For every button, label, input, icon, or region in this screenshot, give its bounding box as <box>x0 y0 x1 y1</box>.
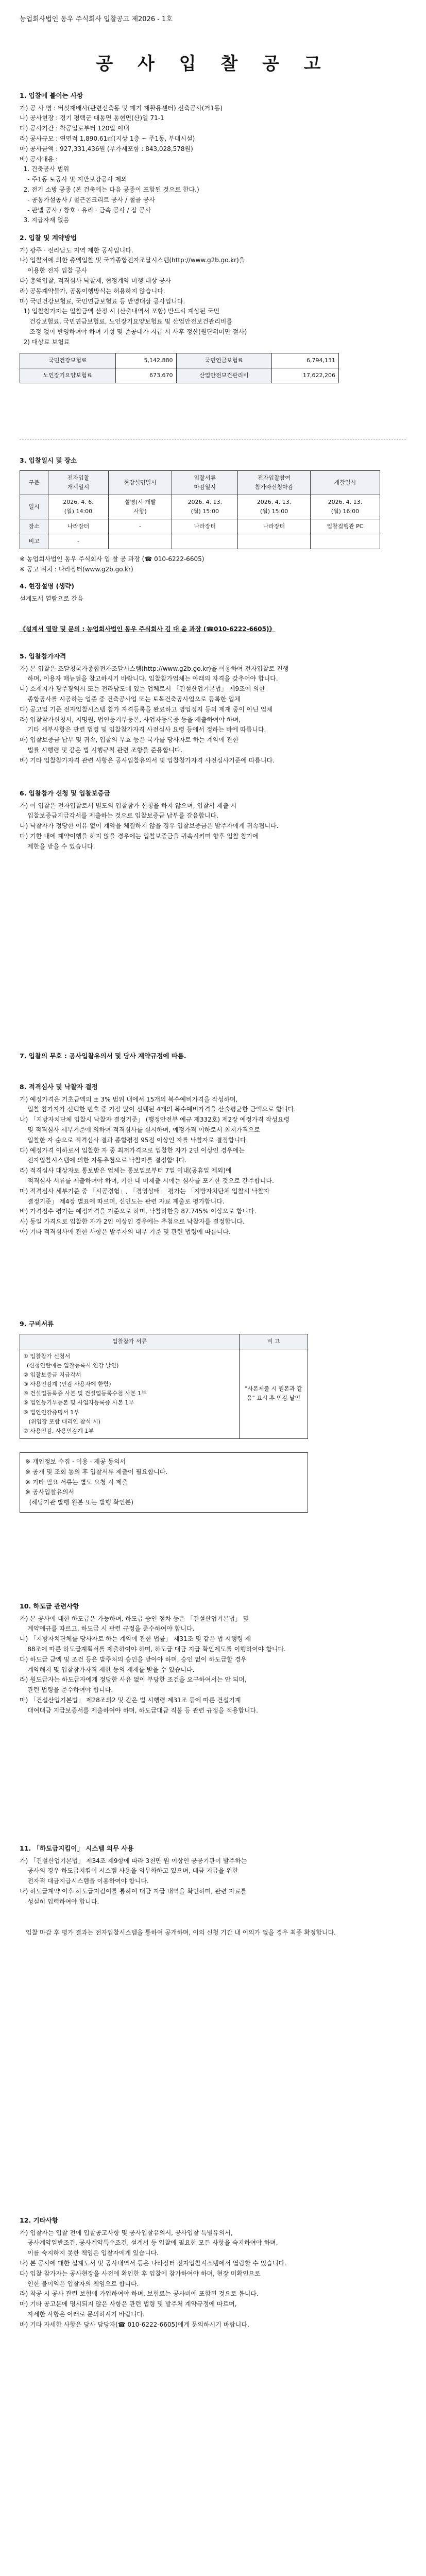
text-line: 입찰 참가자가 선택한 번호 중 가장 많이 선택된 4개의 복수예비가격을 산술평균한 금액으로 합니다. <box>20 1106 296 1113</box>
text-line: ⑥ 법인인감증명서 1부 <box>23 1409 79 1416</box>
text-line: ※ 공사입찰유의서 <box>25 1488 75 1496</box>
section-3 <box>20 455 406 575</box>
table-cell: - <box>108 519 172 534</box>
table-row-label: 일시 <box>20 495 48 519</box>
text-line: 대여대금 지급보증서를 제출하여야 하며, 하도급대금 직불 등 관련 규정을 적용합니다. <box>20 1706 258 1714</box>
section-8 <box>20 1082 406 1238</box>
text-line: - 공통가설공사 / 철근콘크리트 공사 / 철골 공사 <box>20 196 156 204</box>
table-cell: 2026. 4. 13. (월) 16:00 <box>310 495 380 519</box>
section-10-lines <box>20 1614 406 1716</box>
table-cell: 설명(시·개발 사항) <box>108 495 172 519</box>
text-line: 가) 예정가격은 기초금액의 ± 3% 범위 내에서 15개의 복수예비가격을 작성하며, <box>20 1095 238 1103</box>
section-12-title: 12. 기타사항 <box>20 2216 58 2224</box>
section-7-title: 7. 입찰의 무효 : 공사입찰유의서 및 당사 계약규정에 따름. <box>20 1052 186 1060</box>
section-3-title: 3. 입찰일시 및 장소 <box>20 456 77 464</box>
section-6-title: 6. 입찰참가 신청 및 입찰보증금 <box>20 789 110 797</box>
table-cell: - <box>48 534 109 549</box>
text-line: 바) 기타 자세한 사항은 당사 담당자(☎ 010-6222-6605)에게 문의하시기 바랍니다. <box>20 2320 249 2328</box>
text-line: 및 적격심사 세부기준에 의하여 적격심사를 실시하며, 예정가격 이하로서 최저가격으로 <box>20 1126 260 1134</box>
text-line: 나) 낙찰자가 정당한 이유 없이 계약을 체결하지 않을 경우 입찰보증금은 발주자에게 귀속됩니다. <box>20 822 279 830</box>
section-7 <box>20 1051 406 1064</box>
notice-box <box>20 1452 308 1513</box>
documents-header-remark: 비 고 <box>240 1334 308 1349</box>
table-cell: 2026. 4. 13. (월) 15:00 <box>238 495 311 519</box>
table-cell <box>238 534 311 549</box>
text-line: 다) 기한 내에 계약이행을 하지 않을 경우에는 입찰보증금을 귀속시키며 향후 입찰 참가에 <box>20 833 259 840</box>
section-5-title: 5. 입찰참가자격 <box>20 652 66 660</box>
section-5 <box>20 651 406 766</box>
text-line: ④ 건설업등록증 사본 및 건설업등록수첩 사본 1부 <box>23 1390 147 1397</box>
text-line: 자세한 사항은 아래로 문의하시기 바랍니다. <box>20 2311 145 2318</box>
text-line: 라) 적격심사 대상자로 통보받은 업체는 통보일로부터 7일 이내(공휴일 제외)에 <box>20 1167 232 1175</box>
schedule-table <box>20 470 380 550</box>
text-line: 관련 법령을 준수하여야 합니다. <box>20 1686 113 1694</box>
text-line: 공사계약일반조건, 공사계약특수조건, 설계서 등 입찰에 필요한 모든 사항을 숙지하여야 하며, <box>20 2239 278 2247</box>
section-8-lines <box>20 1095 406 1238</box>
text-line: 가) 입찰자는 입찰 전에 입찰공고사항 및 공사입찰유의서, 공사입찰 특별유의서, <box>20 2229 233 2236</box>
text-line: - 주1동 토공사 및 지반보강공사 제외 <box>20 176 127 183</box>
table-header-cell: 현장설명일시 <box>108 470 172 495</box>
table-cell <box>310 534 380 549</box>
text-line: 나) 공사현장 : 경기 평택군 대동면 동현면(산)일 71-1 <box>20 114 164 122</box>
text-line: 나) 본 공사에 대한 설계도서 및 공사내역서 등은 나라장터 전자입찰시스템에서 열람할 수 있습니다. <box>20 2260 286 2267</box>
text-line: 가) 본 공사에 대한 하도급은 가능하며, 하도급 승인 절차 등은 「건설산업기본법」 및 <box>20 1615 249 1622</box>
text-line: 2. 전기 소방 공종 (본 건축에는 다음 공종이 포함된 것으로 한다.) <box>20 186 199 193</box>
section-10-title: 10. 하도급 관련사항 <box>20 1602 79 1610</box>
documents-table <box>20 1334 308 1439</box>
text-line: 라) 입찰참가신청서, 지명원, 법인등기부등본, 사업자등록증 등을 제출하여야 하며, <box>20 716 241 723</box>
section-4 <box>20 581 406 604</box>
text-line: 나) 소재지가 광주광역시 또는 전라남도에 있는 업체로서 「건설산업기본법」 제9조에 의한 <box>20 685 265 693</box>
text-line: 나) 「지방자치단체를 당사자로 하는 계약에 관한 법률」 제31조 및 같은 법 시행령 제 <box>20 1635 251 1643</box>
table-row <box>20 368 339 383</box>
text-line: 이를 숙지하지 못한 책임은 입찰자에게 있습니다. <box>20 2249 159 2257</box>
text-line: 계약해지 및 입찰참가자격 제한 등의 제재를 받을 수 있습니다. <box>20 1666 195 1673</box>
text-line: 마) 적격심사 세부기준 중 「시공경험」, 「경영상태」 평가는 「지방자치단체 입찰시 낙찰자 <box>20 1187 270 1195</box>
text-line: 사) 동일 가격으로 입찰한 자가 2인 이상인 경우에는 추첨으로 낙찰자를 결정합니다. <box>20 1218 245 1226</box>
table-header-cell: 개찰일시 <box>310 470 380 495</box>
text-line: 법률 시행령 및 같은 법 시행규칙 관련 조항을 준용합니다. <box>20 747 183 754</box>
text-line: (해당기관 발행 원본 또는 발행 확인본) <box>25 1499 133 1506</box>
text-line: 2) 대상료 보험료 <box>20 338 70 346</box>
text-line: 가) 이 입찰은 전자입찰로서 별도의 입찰참가 신청을 하지 않으며, 입찰서 제출 시 <box>20 802 237 809</box>
table-label-cell: 산업안전보건관리비 <box>176 368 272 383</box>
text-line: 성실히 입력하여야 합니다. <box>20 1897 99 1905</box>
text-line: - 판넬 공사 / 창호 · 유리 · 금속 공사 / 잡 공사 <box>20 206 151 214</box>
text-line: (위임장 포함 대리인 참석 시) <box>23 1418 100 1425</box>
text-line: ※ 기타 필요 서류는 별도 요청 시 제출 <box>25 1478 128 1486</box>
table-cell: 나라장터 <box>48 519 109 534</box>
text-line: 바) 가격점수 평가는 예정가격을 기준으로 하며, 낙찰하한율 87.745% 이상으로 합니다. <box>20 1208 257 1215</box>
section-5-lines <box>20 664 406 766</box>
section-2-lines <box>20 246 406 348</box>
text-line: ※ 공고 위치 : 나라장터(www.g2b.go.kr) <box>20 566 133 573</box>
table-label-cell: 국민연금보험료 <box>176 353 272 368</box>
inquiry-notice <box>20 624 406 635</box>
text-line: (신청인란에는 입찰등록시 인감 날인) <box>23 1362 119 1369</box>
document-number: 농업회사법인 동우 주식회사 입찰공고 제2026 - 1호 <box>20 15 173 23</box>
table-cell: 2026. 4. 6. (월) 14:00 <box>48 495 109 519</box>
text-line: 마) 기타 공고문에 명시되지 않은 사항은 관련 법령 및 발주처 계약규정에 따르며, <box>20 2300 237 2308</box>
table-cell: 나라장터 <box>238 519 311 534</box>
text-line: 마) 「건설산업기본법」 제28조의2 및 같은 법 시행령 제31조 등에 따른 건설기계 <box>20 1697 241 1704</box>
text-line: ※ 개인정보 수집 · 이용 · 제공 동의서 <box>25 1458 126 1466</box>
text-line: 종합공사를 시공하는 업종 중 건축공사업 또는 토목건축공사업으로 등록한 업체 <box>20 696 241 703</box>
text-line: ⑤ 법인등기부등본 및 사업자등록증 사본 1부 <box>23 1399 134 1406</box>
section-11 <box>20 1843 406 1938</box>
text-line: 이용한 전자 입찰 공사 <box>20 267 88 275</box>
table-header-cell: 입찰서류 마감일시 <box>172 470 238 495</box>
text-line: 라) 착공 시 공사 관련 보험에 가입하여야 하며, 보험료는 공사비에 포함된 것으로 봅니다. <box>20 2290 259 2298</box>
text-line: 1. 건축공사 범위 <box>20 165 70 173</box>
table-value-cell: 673,670 <box>115 368 176 383</box>
text-line: 다) 공사기간 : 착공일로부터 120일 이내 <box>20 125 129 132</box>
section-1-lines <box>20 104 406 226</box>
table-cell <box>172 534 238 549</box>
table-value-cell: 5,142,880 <box>115 353 176 368</box>
table-row <box>20 353 339 368</box>
documents-remark: "사본제출 시 원본과 같음" 표시 후 인감 날인 <box>240 1349 308 1438</box>
table-header-cell: 전자입찰참여 참가자신청마감 <box>238 470 311 495</box>
text-line: 계약예규를 따르고, 하도급 시 관련 규정을 준수하여야 합니다. <box>20 1625 195 1633</box>
text-line: 다) 하도급 금액 및 조건 등은 발주처의 승인을 받아야 하며, 승인 없이 하도급할 경우 <box>20 1655 247 1663</box>
section-10 <box>20 1601 406 1716</box>
page-title: 공 사 입 찰 공 고 <box>96 54 330 74</box>
section-3-notes <box>20 554 406 575</box>
section-4-title: 4. 현장설명 (생략) <box>20 582 75 590</box>
section-12-lines <box>20 2228 406 2330</box>
text-line: ⑦ 사용인감, 사용인감계 1부 <box>23 1427 94 1434</box>
section-11-extra: 입찰 마감 후 평가 결과는 전자입찰시스템을 통하여 공개하며, 이의 신청 기간 내 이의가 없을 경우 최종 확정합니다. <box>26 1928 336 1936</box>
text-line: 설계도서 열람으로 갈음 <box>20 595 83 602</box>
text-line: 다) 총액입찰, 적격심사 낙찰제, 협정계약 미행 대상 공사 <box>20 277 172 285</box>
text-line: 라) 공동계약불가, 공동이행방식는 허용하지 않습니다. <box>20 287 165 295</box>
table-row <box>20 519 380 534</box>
table-cell: 입찰집행관 PC <box>310 519 380 534</box>
text-line: 가) 본 입찰은 조달청국가종합전자조달시스템(http://www.g2b.go.kr)을 이용하여 전자입찰로 진행 <box>20 665 289 672</box>
section-11-title: 11. 「하도급지킴이」 시스템 의무 사용 <box>20 1844 134 1852</box>
text-line: 전자적 대금지급시스템을 이용하여야 합니다. <box>20 1877 149 1885</box>
section-11-lines <box>20 1856 406 1907</box>
section-2 <box>20 233 406 383</box>
text-line: 마) 입찰보증금 납부 및 귀속, 입찰의 무효 등은 국가를 당사자로 하는 계약에 관한 <box>20 736 239 744</box>
section-12 <box>20 2215 406 2330</box>
text-line: 나) 하도급계약 이후 하도급지킴이를 통하여 대금 지급 내역을 확인하며, 관련 자료를 <box>20 1888 247 1895</box>
text-line: 기타 세부사항은 관련 법령 및 입찰참가자격 사전심사 요령 등에서 정하는 바에 따릅니다. <box>20 726 266 734</box>
table-row <box>20 495 380 519</box>
section-1-title: 1. 입찰에 붙이는 사항 <box>20 92 83 99</box>
section-4-lines <box>20 594 406 604</box>
text-line: 가) 광주 · 전라남도 지역 제한 공사입니다. <box>20 246 133 254</box>
table-value-cell: 17,622,206 <box>272 368 339 383</box>
section-6-lines <box>20 801 406 852</box>
table-row-label: 장소 <box>20 519 48 534</box>
text-line: 1) 입찰참가자는 입찰금액 산정 시 (산출내역서 포함) 반드시 계상된 국민 <box>20 308 220 315</box>
text-line: ③ 사용인감계 (인감 사용자에 한함) <box>23 1381 111 1388</box>
text-line: ② 입찰보증금 지급각서 <box>23 1371 81 1379</box>
text-line: 조정 없이 반영하여야 하며 기성 및 준공대가 지급 시 사후 정산(원단위미만 절사) <box>20 328 247 335</box>
section-2-title: 2. 입찰 및 계약방법 <box>20 234 77 242</box>
text-line: 마) 공사금액 : 927,331,436원 (부가세포함 : 843,028,578원) <box>20 145 193 152</box>
inquiry-notice-text: 《설계서 열람 및 문의 : 농업회사법인 동우 주식회사 김 대 윤 과장 (☎010-6222-6605)》 <box>20 625 276 633</box>
text-line: 건강보험료, 국민연금보험료, 노인장기요양보험료 및 산업안전보건관리비를 <box>20 318 232 326</box>
insurance-table <box>20 353 339 383</box>
section-8-title: 8. 적격심사 및 낙찰자 결정 <box>20 1083 98 1091</box>
table-cell: 나라장터 <box>172 519 238 534</box>
text-line: 전자입찰시스템에 의한 자동추첨으로 낙찰자를 결정합니다. <box>20 1157 187 1164</box>
table-header-cell: 구분 <box>20 470 48 495</box>
table-cell <box>108 534 172 549</box>
text-line: 마) 국민건강보험료, 국민연금보험료 등 반영대상 공사입니다. <box>20 297 185 305</box>
section-6 <box>20 788 406 852</box>
text-line: 다) 예정가격 이하로서 입찰한 자 중 최저가격으로 입찰한 자가 2인 이상인 경우에는 <box>20 1146 245 1154</box>
table-row <box>20 534 380 549</box>
text-line: 3. 지급자재 없음 <box>20 216 70 224</box>
text-line: 나) 「지방자치단체 입찰시 낙찰자 결정기준」 (행정안전부 예규 제332호) 제2장 예정가격 작성요령 <box>20 1116 290 1124</box>
table-header-cell: 전자입찰 개시일시 <box>48 470 109 495</box>
text-line: 가) 공 사 명 : 버섯재배사(관련신축동 및 폐기 재활용센터) 신축공사(거1동) <box>20 104 223 112</box>
text-line: 입찰한 자 순으로 적격심사 결과 종합평점 95점 이상인 자를 낙찰자로 결정합니다. <box>20 1136 248 1144</box>
table-cell: 2026. 4. 13. (월) 15:00 <box>172 495 238 519</box>
text-line: 제한을 받을 수 있습니다. <box>20 842 95 850</box>
text-line: 라) 공사규모 : 연면적 1,890.61㎡(지상 1층 ~ 주1동, 부대시설) <box>20 135 195 143</box>
text-line: 다) 공고일 기준 전자입찰시스템 참가 자격등록을 완료하고 영업정지 등의 제재 중이 아닌 업체 <box>20 705 272 713</box>
text-line: 가) 「건설산업기본법」 제34조 제9항에 따라 3천만 원 이상인 공공기관이 발주하는 <box>20 1857 247 1865</box>
section-9-title: 9. 구비서류 <box>20 1320 54 1328</box>
text-line: ① 입찰참가 신청서 <box>23 1352 71 1360</box>
table-value-cell: 6,794,131 <box>272 353 339 368</box>
text-line: 적격심사 서류를 제출하여야 하며, 기한 내 미제출 시에는 심사를 포기한 것으로 간주합니다. <box>20 1177 274 1184</box>
section-1 <box>20 91 406 226</box>
text-line: 아) 기타 적격심사에 관한 사항은 발주자의 내부 기준 및 관련 법령에 따릅니다. <box>20 1228 231 1235</box>
text-line: 바) 공사내용 : <box>20 155 58 163</box>
table-label-cell: 국민건강보험료 <box>20 353 116 368</box>
text-line: 입찰보증금지급각서를 제출하는 것으로 입찰보증금 납부를 갈음합니다. <box>20 812 218 820</box>
text-line: 하며, 이용자 매뉴얼을 참고하시기 바랍니다. 입찰참가업체는 아래의 자격을 갖추어야 합니다. <box>20 675 278 683</box>
text-line: ※ 농업회사법인 동우 주식회사 입 찰 공 과장 (☎ 010-6222-6605) <box>20 555 205 563</box>
table-label-cell: 노인장기요양보험료 <box>20 368 116 383</box>
text-line: 결정기준」 제4장 별표에 따르며, 신인도는 관련 자료 제출로 평가합니다. <box>20 1197 225 1205</box>
text-line: 인한 불이익은 입찰자의 책임으로 합니다. <box>20 2280 139 2287</box>
text-line: 다) 입찰 참가자는 공사현장을 사전에 확인한 후 입찰에 참가하여야 하며, 현장 미확인으로 <box>20 2269 261 2277</box>
text-line: 바) 기타 입찰참가자격 관련 사항은 공사입찰유의서 및 입찰참가자격 사전심사기준에 따릅니다. <box>20 756 275 764</box>
documents-header-name: 입찰참가 서류 <box>20 1334 240 1349</box>
table-row-label: 비고 <box>20 534 48 549</box>
section-9 <box>20 1319 406 1513</box>
text-line: 공사의 경우 하도급지킴이 시스템 사용을 의무화하고 있으며, 대금 지급을 위한 <box>20 1867 238 1875</box>
text-line: 라) 원도급자는 하도급자에게 정당한 사유 없이 부당한 조건을 요구하여서는 안 되며, <box>20 1676 247 1684</box>
text-line: 나) 입찰서에 의한 총액입찰 및 국가종합전자조달시스템(http://www.g2b.go.kr)을 <box>20 257 245 264</box>
documents-list <box>20 1349 240 1438</box>
text-line: 88조에 따른 하도급계획서를 제출하여야 하며, 하도급 대금 지급 확인제도를 이행하여야 합니다. <box>20 1646 286 1653</box>
text-line: ※ 공개 및 조회 동의 후 입찰서류 제출이 필요합니다. <box>25 1468 168 1476</box>
